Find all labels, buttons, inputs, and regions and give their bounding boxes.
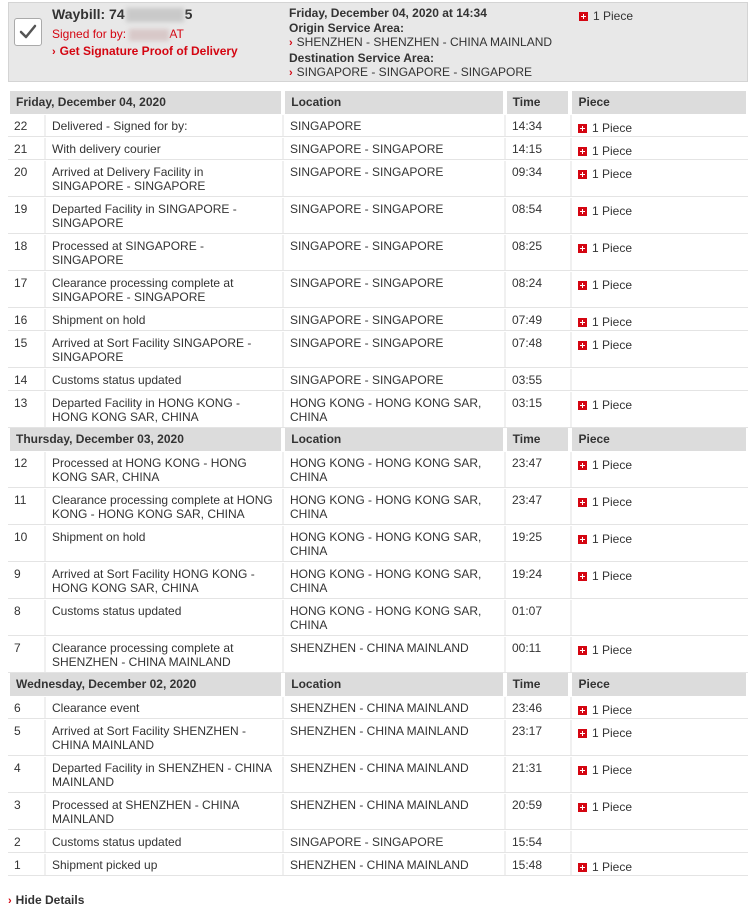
piece-label: 1 Piece: [592, 643, 633, 657]
piece-label: 1 Piece: [592, 121, 633, 135]
piece-toggle[interactable]: [578, 165, 742, 181]
summary-details: [289, 6, 579, 81]
event-location: HONG KONG - HONG KONG SAR, CHINA: [282, 489, 504, 524]
piece-label: 1 Piece: [592, 763, 633, 777]
table-row: [8, 562, 748, 599]
table-row: [8, 636, 748, 673]
plus-icon: [578, 766, 587, 775]
event-number: 6: [14, 701, 21, 715]
destination-value: › SINGAPORE - SINGAPORE - SINGAPORE: [289, 65, 533, 79]
event-time: 03:15: [504, 392, 570, 427]
event-number: 4: [14, 761, 21, 775]
event-time: 14:34: [504, 115, 570, 136]
plus-icon: [578, 535, 587, 544]
plus-icon: [578, 706, 587, 715]
event-number: 9: [14, 567, 21, 581]
origin-label: Origin Service Area:: [289, 20, 404, 35]
table-row: [8, 331, 748, 368]
event-time: 15:54: [504, 831, 570, 852]
piece-toggle[interactable]: [578, 142, 742, 158]
event-location: HONG KONG - HONG KONG SAR, CHINA: [282, 392, 504, 427]
piece-toggle[interactable]: [578, 336, 742, 352]
event-piece[interactable]: [570, 309, 748, 330]
event-location: SINGAPORE - SINGAPORE: [282, 235, 504, 270]
delivery-date: Friday, December 04, 2020 at 14:34: [289, 6, 487, 20]
redacted-block: [126, 8, 184, 22]
event-description: Clearance processing complete at HONG KONG - HONG KONG SAR, CHINA: [44, 489, 282, 524]
event-location: SINGAPORE: [282, 115, 504, 136]
plus-icon: [578, 124, 587, 133]
event-number: 15: [14, 336, 28, 350]
chevron-right-icon: ›: [8, 895, 12, 907]
location-header: Location: [283, 673, 504, 696]
event-time: 20:59: [504, 794, 570, 829]
table-row: [8, 756, 748, 793]
table-row: [8, 451, 748, 488]
event-time: 01:07: [504, 600, 570, 635]
table-row: [8, 160, 748, 197]
event-number: 5: [14, 724, 21, 738]
event-location: SHENZHEN - CHINA MAINLAND: [282, 720, 504, 755]
plus-icon: [578, 401, 587, 410]
event-time: 23:47: [504, 489, 570, 524]
plus-icon: [578, 729, 587, 738]
table-row: [8, 368, 748, 391]
piece-toggle[interactable]: [578, 530, 742, 546]
event-time: 19:25: [504, 526, 570, 561]
table-row: [8, 234, 748, 271]
event-number: 13: [14, 396, 28, 410]
delivered-check-icon: [14, 18, 42, 46]
event-number: 1: [14, 858, 21, 872]
piece-toggle[interactable]: [578, 276, 742, 292]
piece-label: 1 Piece: [592, 800, 633, 814]
piece-label: 1 Piece: [592, 167, 633, 181]
event-location: HONG KONG - HONG KONG SAR, CHINA: [282, 526, 504, 561]
event-time: 07:48: [504, 332, 570, 367]
event-piece[interactable]: [570, 161, 748, 196]
chevron-right-icon: ›: [289, 37, 293, 49]
event-number: 11: [14, 493, 27, 507]
day-header: [8, 91, 748, 114]
signature-proof-link[interactable]: › Get Signature Proof of Delivery: [52, 44, 238, 58]
event-number: 19: [14, 202, 28, 216]
event-time: 23:46: [504, 697, 570, 718]
event-time: 08:54: [504, 198, 570, 233]
event-piece[interactable]: [570, 115, 748, 136]
event-number: 10: [14, 530, 28, 544]
piece-toggle[interactable]: [578, 239, 742, 255]
table-row: [8, 599, 748, 636]
event-piece[interactable]: [570, 794, 748, 829]
plus-icon: [578, 341, 587, 350]
event-location: SINGAPORE - SINGAPORE: [282, 309, 504, 330]
event-time: 03:55: [504, 369, 570, 390]
table-row: [8, 525, 748, 562]
chevron-right-icon: ›: [52, 46, 56, 58]
waybill-number: Waybill: 74 5: [52, 6, 193, 22]
piece-label: 1 Piece: [592, 278, 633, 292]
piece-toggle[interactable]: [578, 313, 742, 329]
event-description: Arrived at Sort Facility SHENZHEN - CHINA MAINLAND: [44, 720, 282, 755]
event-description: Shipment picked up: [44, 854, 282, 875]
event-location: HONG KONG - HONG KONG SAR, CHINA: [282, 563, 504, 598]
event-location: SHENZHEN - CHINA MAINLAND: [282, 637, 504, 672]
event-description: Departed Facility in HONG KONG - HONG KONG SAR, CHINA: [44, 392, 282, 427]
redacted-block: [129, 29, 169, 41]
piece-header: Piece: [570, 428, 748, 451]
piece-label: 1 Piece: [592, 204, 633, 218]
table-row: [8, 853, 748, 876]
piece-toggle[interactable]: [578, 202, 742, 218]
tracking-history-table: [8, 91, 748, 876]
piece-toggle[interactable]: [578, 396, 742, 412]
time-header: Time: [505, 428, 571, 451]
event-piece[interactable]: [570, 392, 748, 427]
plus-icon: [578, 646, 587, 655]
event-location: SHENZHEN - CHINA MAINLAND: [282, 697, 504, 718]
table-row: [8, 271, 748, 308]
plus-icon: [578, 147, 587, 156]
day-date: Thursday, December 03, 2020: [8, 428, 283, 451]
event-time: 09:34: [504, 161, 570, 196]
plus-icon: [578, 498, 587, 507]
event-description: Processed at SINGAPORE - SINGAPORE: [44, 235, 282, 270]
plus-icon: [578, 803, 587, 812]
piece-toggle[interactable]: [578, 858, 742, 874]
event-piece[interactable]: [570, 138, 748, 159]
event-description: Customs status updated: [44, 369, 282, 390]
event-description: Departed Facility in SHENZHEN - CHINA MAINLAND: [44, 757, 282, 792]
piece-label: 1 Piece: [592, 338, 633, 352]
event-location: HONG KONG - HONG KONG SAR, CHINA: [282, 600, 504, 635]
event-piece[interactable]: [570, 757, 748, 792]
piece-label: 1 Piece: [592, 532, 633, 546]
day-date: Wednesday, December 02, 2020: [8, 673, 283, 696]
plus-icon: [578, 863, 587, 872]
table-row: [8, 830, 748, 853]
event-time: 19:24: [504, 563, 570, 598]
event-description: Processed at HONG KONG - HONG KONG SAR, CHINA: [44, 452, 282, 487]
day-header: [8, 428, 748, 451]
event-description: Departed Facility in SINGAPORE - SINGAPORE: [44, 198, 282, 233]
event-piece[interactable]: [570, 526, 748, 561]
plus-icon: [579, 12, 588, 21]
destination-label: Destination Service Area:: [289, 50, 434, 65]
event-time: 23:17: [504, 720, 570, 755]
event-number: 21: [14, 142, 28, 156]
event-description: Arrived at Sort Facility SINGAPORE - SINGAPORE: [44, 332, 282, 367]
event-number: 8: [14, 604, 21, 618]
table-row: [8, 488, 748, 525]
piece-label: 1 Piece: [592, 495, 633, 509]
event-piece: [570, 369, 748, 390]
event-location: SINGAPORE - SINGAPORE: [282, 332, 504, 367]
piece-toggle[interactable]: [578, 761, 742, 777]
piece-label: 1 Piece: [592, 315, 633, 329]
location-header: Location: [283, 428, 504, 451]
event-location: SINGAPORE - SINGAPORE: [282, 138, 504, 159]
table-row: [8, 696, 748, 719]
piece-toggle[interactable]: [578, 119, 742, 135]
event-time: 23:47: [504, 452, 570, 487]
event-location: HONG KONG - HONG KONG SAR, CHINA: [282, 452, 504, 487]
event-location: SINGAPORE - SINGAPORE: [282, 198, 504, 233]
event-time: 15:48: [504, 854, 570, 875]
day-date: Friday, December 04, 2020: [8, 91, 283, 114]
signed-for: Signed for by: AT: [52, 27, 184, 41]
event-number: 22: [14, 119, 28, 133]
location-header: Location: [283, 91, 504, 114]
plus-icon: [578, 207, 587, 216]
event-description: Shipment on hold: [44, 309, 282, 330]
event-description: Arrived at Sort Facility HONG KONG - HONG KONG SAR, CHINA: [44, 563, 282, 598]
piece-header: Piece: [570, 673, 748, 696]
shipment-summary: [8, 2, 748, 82]
piece-label: 1 Piece: [592, 703, 633, 717]
event-piece[interactable]: [570, 563, 748, 598]
table-row: [8, 308, 748, 331]
day-header: [8, 673, 748, 696]
plus-icon: [578, 244, 587, 253]
piece-toggle[interactable]: [578, 701, 742, 717]
event-description: Clearance processing complete at SINGAPORE - SINGAPORE: [44, 272, 282, 307]
piece-toggle[interactable]: [578, 456, 742, 472]
hide-details-link[interactable]: › Hide Details: [8, 893, 85, 907]
piece-toggle[interactable]: [578, 724, 742, 740]
event-number: 16: [14, 313, 28, 327]
piece-label: 1 Piece: [592, 144, 633, 158]
summary-piece[interactable]: 1 Piece: [579, 9, 633, 23]
event-number: 14: [14, 373, 28, 387]
event-number: 20: [14, 165, 28, 179]
event-number: 12: [14, 456, 28, 470]
time-header: Time: [505, 673, 571, 696]
event-description: Clearance processing complete at SHENZHEN - CHINA MAINLAND: [44, 637, 282, 672]
table-row: [8, 114, 748, 137]
event-description: Clearance event: [44, 697, 282, 718]
event-piece[interactable]: [570, 489, 748, 524]
event-location: SHENZHEN - CHINA MAINLAND: [282, 757, 504, 792]
piece-label: 1 Piece: [592, 241, 633, 255]
event-location: SINGAPORE - SINGAPORE: [282, 369, 504, 390]
event-time: 08:25: [504, 235, 570, 270]
piece-toggle[interactable]: [578, 798, 742, 814]
event-location: SHENZHEN - CHINA MAINLAND: [282, 854, 504, 875]
event-location: SINGAPORE - SINGAPORE: [282, 272, 504, 307]
event-description: Processed at SHENZHEN - CHINA MAINLAND: [44, 794, 282, 829]
table-row: [8, 793, 748, 830]
piece-label: 1 Piece: [592, 458, 633, 472]
table-row: [8, 137, 748, 160]
event-piece: [570, 831, 748, 852]
event-description: Delivered - Signed for by:: [44, 115, 282, 136]
event-description: With delivery courier: [44, 138, 282, 159]
event-number: 18: [14, 239, 28, 253]
piece-label: 1 Piece: [592, 860, 633, 874]
event-time: 14:15: [504, 138, 570, 159]
event-piece[interactable]: [570, 272, 748, 307]
plus-icon: [578, 170, 587, 179]
event-time: 08:24: [504, 272, 570, 307]
plus-icon: [578, 572, 587, 581]
event-time: 21:31: [504, 757, 570, 792]
event-number: 2: [14, 835, 21, 849]
event-piece[interactable]: [570, 452, 748, 487]
event-location: SINGAPORE - SINGAPORE: [282, 161, 504, 196]
piece-label: 1 Piece: [592, 569, 633, 583]
chevron-right-icon: ›: [289, 67, 293, 79]
piece-label: 1 Piece: [592, 398, 633, 412]
event-piece[interactable]: [570, 235, 748, 270]
event-description: Customs status updated: [44, 600, 282, 635]
plus-icon: [578, 461, 587, 470]
plus-icon: [578, 318, 587, 327]
event-number: 7: [14, 641, 21, 655]
table-row: [8, 391, 748, 428]
event-time: 00:11: [504, 637, 570, 672]
piece-toggle[interactable]: [578, 567, 742, 583]
event-piece[interactable]: [570, 854, 748, 875]
time-header: Time: [505, 91, 571, 114]
event-piece[interactable]: [570, 697, 748, 718]
event-piece[interactable]: [570, 720, 748, 755]
event-number: 17: [14, 276, 28, 290]
piece-header: Piece: [570, 91, 748, 114]
event-piece[interactable]: [570, 637, 748, 672]
piece-toggle[interactable]: [578, 493, 742, 509]
event-piece[interactable]: [570, 198, 748, 233]
table-row: [8, 197, 748, 234]
event-description: Customs status updated: [44, 831, 282, 852]
event-number: 3: [14, 798, 21, 812]
piece-toggle[interactable]: [578, 641, 742, 657]
event-time: 07:49: [504, 309, 570, 330]
table-row: [8, 719, 748, 756]
event-piece[interactable]: [570, 332, 748, 367]
event-piece: [570, 600, 748, 635]
plus-icon: [578, 281, 587, 290]
event-description: Arrived at Delivery Facility in SINGAPORE - SINGAPORE: [44, 161, 282, 196]
event-location: SINGAPORE - SINGAPORE: [282, 831, 504, 852]
piece-label: 1 Piece: [592, 726, 633, 740]
event-description: Shipment on hold: [44, 526, 282, 561]
event-location: SHENZHEN - CHINA MAINLAND: [282, 794, 504, 829]
origin-value: › SHENZHEN - SHENZHEN - CHINA MAINLAND: [289, 35, 553, 49]
